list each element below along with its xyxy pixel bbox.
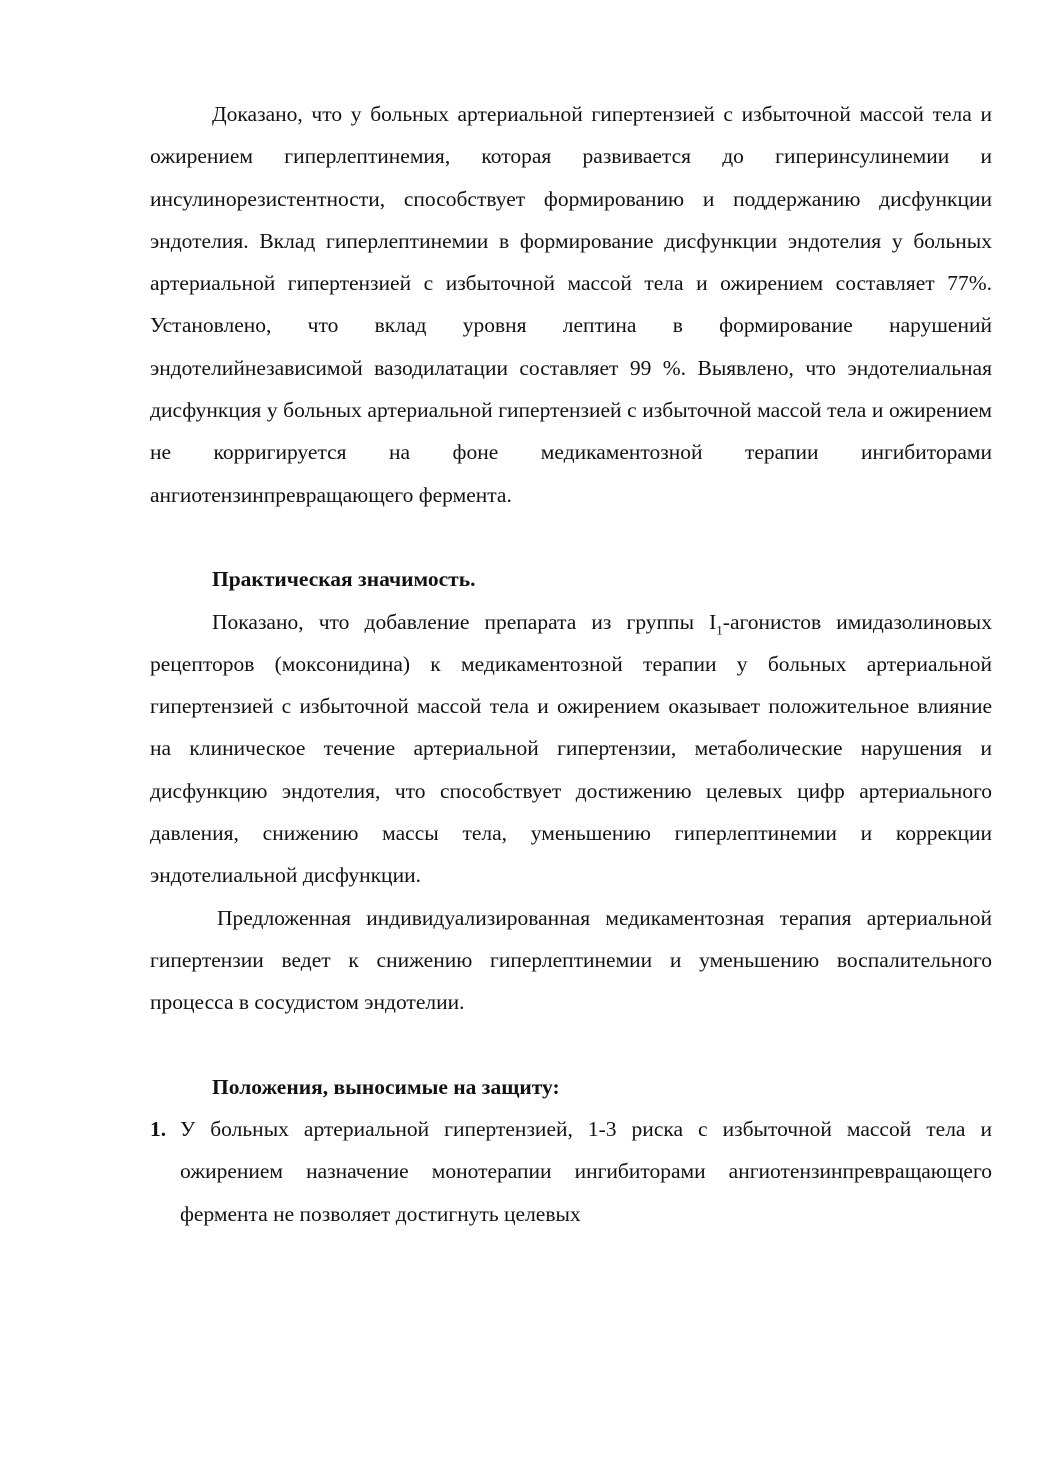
paragraph-practical-part-1: Показано, что добавление препарата из группы I — [212, 609, 717, 634]
subscript-index: 1 — [716, 621, 723, 637]
spacer — [150, 1024, 992, 1066]
paragraph-practical — [150, 601, 992, 897]
heading-theses: Положения, выносимые на защиту: — [212, 1074, 560, 1099]
spacer — [150, 516, 992, 558]
thesis-text: У больных артериальной гипертензией, 1-3 риска с избыточной массой тела и ожирением назначение монотерапии ингибиторами ангиотензинпревращающего фермента не позволяет достигнуть целевых — [180, 1117, 992, 1226]
thesis-number: 1. — [150, 1117, 167, 1142]
thesis-item — [150, 1108, 992, 1235]
paragraph-practical-part-2: -агонистов имидазолиновых рецепторов (моксонидина) к медикаментозной терапии у больных артериальной гипертензией с избыточной массой тела и ожирением оказывает положительное влияние на клиническое течение артериальной гипертензии, метаболические нарушения и дисфункцию эндотелия, что способствует достижению целевых цифр артериального давления, снижению массы тела, уменьшению гиперлептинемии и коррекции эндотелиальной дисфункции. — [150, 609, 992, 888]
heading-practical-significance: Практическая значимость. — [212, 567, 476, 592]
document-page — [150, 93, 992, 1235]
paragraph-proposed-therapy: Предложенная индивидуализированная медикаментозная терапия артериальной гипертензии ведет к снижению гиперлептинемии и уменьшению воспалительного процесса в сосудистом эндотелии. — [150, 905, 992, 1015]
paragraph-evidence: Доказано, что у больных артериальной гипертензией с избыточной массой тела и ожирением гиперлептинемия, которая развивается до гиперинсулинемии и инсулинорезистентности, способствует формированию и поддержанию дисфункции эндотелия. Вклад гиперлептинемии в формирование дисфункции эндотелия у больных артериальной гипертензией с избыточной массой тела и ожирением составляет 77%. Установлено, что вклад уровня лептина в формирование нарушений эндотелийнезависимой вазодилатации составляет 99 %. Выявлено, что эндотелиальная дисфункция у больных артериальной гипертензией с избыточной массой тела и ожирением не корригируется на фоне медикаментозной терапии ингибиторами ангиотензинпревращающего фермента. — [150, 102, 992, 507]
theses-list — [150, 1108, 992, 1235]
